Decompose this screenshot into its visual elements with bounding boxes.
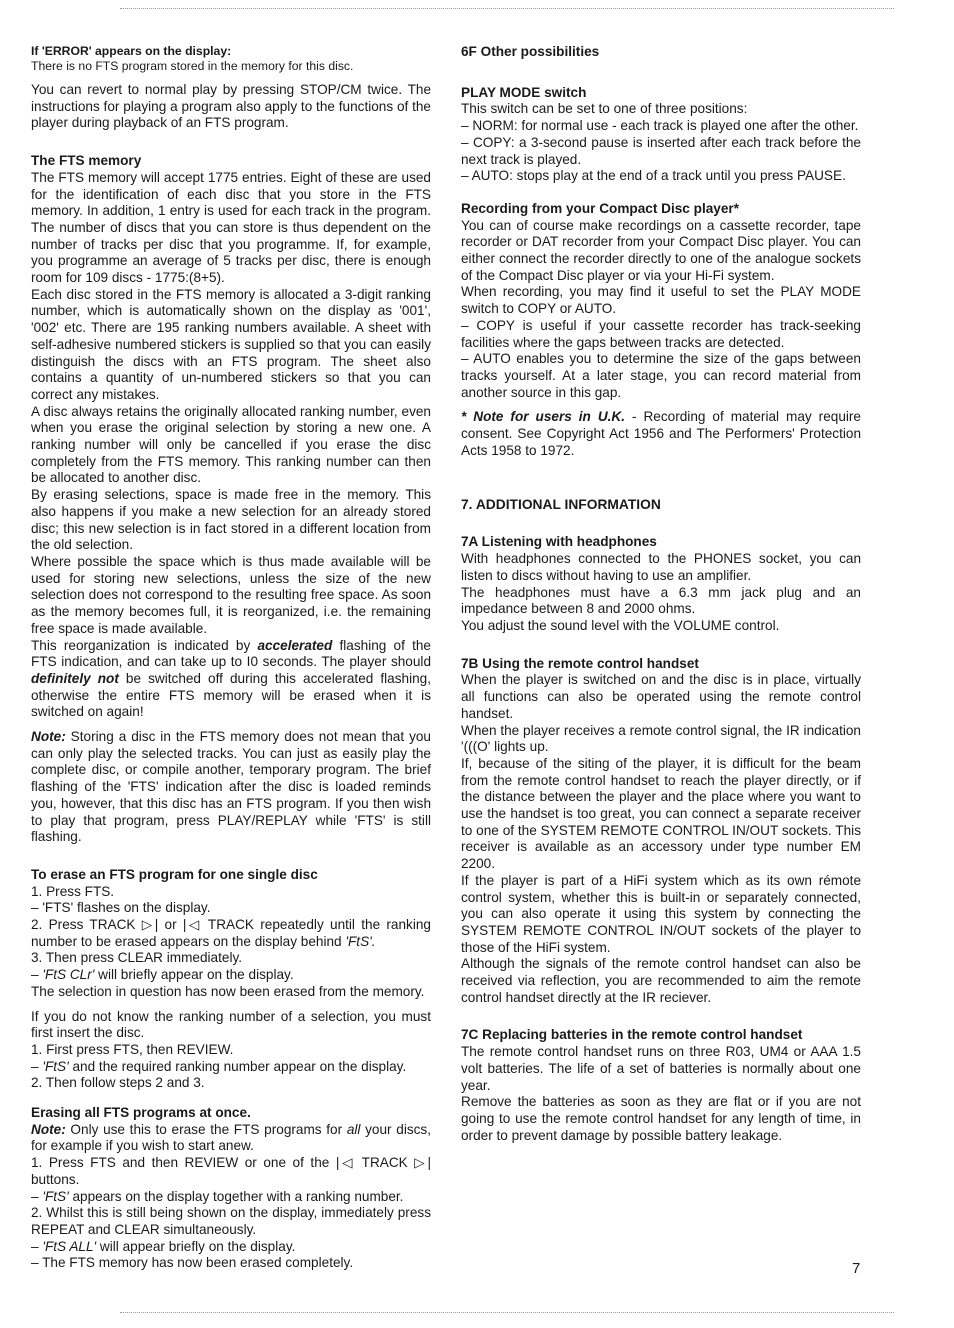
error-subtitle: There is no FTS program stored in the memory for this disc. [31, 59, 354, 73]
remote-paragraph-3: If, because of the siting of the player, it is difficult for the beam from the remote control handset to reach the player directly, or if the distance between the player and the place where you want to use the handset is too great, you can connect a separate receiver to one of the SYSTEM REMOTE CONTROL IN/OUT sockets. This receiver is available as an accessory under type number EM 2200. [461, 755, 861, 872]
remote-paragraph-1: When the player is switched on and the disc is in place, virtually all functions can also be operated using the remote control handset. [461, 672, 861, 721]
unknown-number-paragraph: If you do not know the ranking number of a selection, you must first insert the disc. [31, 1008, 431, 1041]
remote-heading: 7B Using the remote control handset [461, 655, 699, 671]
erase-all-note: Note: Only use this to erase the FTS programs for all your discs, for example if you wish to start anew. [31, 1121, 432, 1154]
unknown-step-1-result: – 'FtS' and the required ranking number appear on the display. [31, 1058, 407, 1074]
unknown-step-2: 2. Then follow steps 2 and 3. [31, 1075, 205, 1091]
erase-step-3: 3. Then press CLEAR immediately. [31, 950, 243, 966]
remote-paragraph-4: If the player is part of a HiFi system which as its own rémote control system, whether this is built-in or separately connected, you can also operate it using this system by connecting the SYSTEM REMOTE CONTROL IN/OUT sockets of the player to those of the HiFi system. [461, 872, 861, 955]
memory-paragraph-4: By erasing selections, space is made free in the memory. This also happens if you make a new selection for an already stored disc; this new selection is in fact stored in a different location from the old selection. [31, 487, 431, 553]
unknown-step-1: 1. First press FTS, then REVIEW. [31, 1041, 234, 1057]
erase-step-3-result: – 'FtS CLr' will briefly appear on the display. [31, 967, 294, 983]
erase-step-1-result: – 'FTS' flashes on the display. [31, 900, 211, 916]
error-paragraph: You can revert to normal play by pressing STOP/CM twice. The instructions for playing a program also apply to the functions of the player during playback of an FTS program. [31, 82, 431, 131]
headphones-paragraph-3: You adjust the sound level with the VOLUME control. [461, 617, 780, 633]
scan-artifact-top [120, 8, 894, 9]
memory-paragraph-2: Each disc stored in the FTS memory is allocated a 3-digit ranking number, which is automatically shown on the display as '001', '002' etc. There are 195 ranking numbers available. A sheet with self-adhesive numbered stickers is supplied so that you can easily distinguish the discs with an FTS program. The sheet also contains a quantity of un-numbered stickers so that you can correct any mistakes. [31, 286, 431, 402]
recording-paragraph-2: When recording, you may find it useful to set the PLAY MODE switch to COPY or AUTO. [461, 284, 861, 317]
memory-paragraph-3: A disc always retains the originally allocated ranking number, even when you erase the original selection by storing a new one. A ranking number will only be cancelled if you erase the disc completely from the FTS memory. This ranking number can then be allocated to another disc. [31, 403, 431, 486]
remote-paragraph-5: Although the signals of the remote control handset can also be received via reflection, you are recommended to aim the remote control handset directly at the IR reciever. [461, 956, 861, 1005]
recording-paragraph-3: – COPY is useful if your cassette recorder has track-seeking facilities where the gaps between tracks are detected. [461, 317, 861, 350]
scan-artifact-bottom [120, 1312, 894, 1313]
memory-paragraph-1: The FTS memory will accept 1775 entries. Eight of these are used for the identification of each disc that you store in the FTS memory. In addition, 1 entry is used for each track in the program. The number of discs that you can store is thus dependent on the number of tracks per disc that you programme. If, for example, you programme an average of 5 tracks per disc, there is enough room for 109 discs - 1775:(8+5). [31, 169, 431, 286]
erase-all-step-1-result: – 'FtS' appears on the display together with a ranking number. [31, 1188, 404, 1204]
play-mode-norm: – NORM: for normal use - each track is played one after the other. [461, 118, 859, 134]
erase-all-heading: Erasing all FTS programs at once. [31, 1105, 251, 1121]
headphones-heading: 7A Listening with headphones [461, 534, 657, 550]
erase-all-step-2-result: – 'FtS ALL' will appear briefly on the display. [31, 1238, 296, 1254]
batteries-paragraph-1: The remote control handset runs on three R03, UM4 or AAA 1.5 volt batteries. The life of a set of batteries is normally about one year. [461, 1044, 861, 1093]
error-heading: If 'ERROR' appears on the display: [31, 44, 232, 58]
erase-all-confirmation: – The FTS memory has now been erased completely. [31, 1255, 354, 1271]
erase-step-2: 2. Press TRACK ▷| or |◁ TRACK repeatedly until the ranking number to be erased appears on the display behind 'FtS'. [31, 917, 431, 949]
memory-paragraph-5: Where possible the space which is thus made available will be used for storing new selections, unless the size of the new selection does not correspond to the resulting free space. As soon as the memory becomes full, it is reorganized, i.e. the remaining free space is made available. [31, 553, 431, 636]
recording-heading: Recording from your Compact Disc player* [461, 200, 739, 216]
batteries-heading: 7C Replacing batteries in the remote control handset [461, 1027, 803, 1043]
memory-paragraph-6: This reorganization is indicated by accelerated flashing of the FTS indication, and can take up to I0 seconds. The player should definitely not be switched off during this accelerated flashing, otherwise the entire FTS memory will be erased when it is switched on again! [31, 637, 431, 720]
headphones-paragraph-2: The headphones must have a 6.3 mm jack plug and an impedance between 8 and 2000 ohms. [461, 584, 861, 617]
erase-step-1: 1. Press FTS. [31, 883, 115, 899]
erase-confirmation: The selection in question has now been erased from the memory. [31, 983, 425, 999]
erase-single-heading: To erase an FTS program for one single disc [31, 866, 318, 882]
batteries-paragraph-2: Remove the batteries as soon as they are flat or if you are not going to use the remote control handset for any length of time, in order to prevent damage by possible battery leakage. [461, 1094, 861, 1143]
play-mode-heading: PLAY MODE switch [461, 84, 587, 100]
erase-all-step-2: 2. Whilst this is still being shown on the display, immediately press REPEAT and CLEAR simultaneously. [31, 1205, 431, 1237]
uk-note: * Note for users in U.K. - Recording of material may require consent. See Copyright Act 1956 and The Performers' Protection Acts 1958 to 1972. [461, 409, 861, 458]
memory-heading: The FTS memory [31, 153, 142, 169]
erase-all-step-1: 1. Press FTS and then REVIEW or one of the |◁ TRACK ▷| buttons. [31, 1155, 431, 1187]
left-column [31, 44, 431, 1272]
remote-paragraph-2: When the player receives a remote control signal, the IR indication '(((O' lights up. [461, 722, 861, 755]
recording-paragraph-1: You can of course make recordings on a cassette recorder, tape recorder or DAT recorder from your Compact Disc player. You can either connect the recorder directly to one of the analogue sockets of the Compact Disc player or via your Hi-Fi system. [461, 217, 861, 283]
play-mode-copy: – COPY: a 3-second pause is inserted after each track before the next track is played. [461, 134, 861, 167]
play-mode-auto: – AUTO: stops play at the end of a track until you press PAUSE. [461, 168, 846, 184]
additional-information-heading: 7. ADDITIONAL INFORMATION [461, 497, 661, 513]
recording-paragraph-4: – AUTO enables you to determine the size of the gaps between tracks yourself. At a later stage, you can record material from another source in this gap. [461, 351, 861, 400]
right-column [461, 44, 861, 1144]
note-paragraph: Note: Storing a disc in the FTS memory does not mean that you can only play the selected tracks. You can just as easily play the complete disc, or compile another, temporary program. The brief flashing of the 'FTS' indication after the disc is loaded reminds you, however, that this disc has an FTS program. If you then wish to play that program, press PLAY/REPLAY while 'FTS' is still flashing. [31, 729, 431, 845]
other-possibilities-heading: 6F Other possibilities [461, 44, 600, 59]
play-mode-paragraph: This switch can be set to one of three positions: [461, 101, 748, 117]
page-number: 7 [852, 1260, 861, 1277]
headphones-paragraph-1: With headphones connected to the PHONES socket, you can listen to discs without having to use an amplifier. [461, 551, 861, 583]
